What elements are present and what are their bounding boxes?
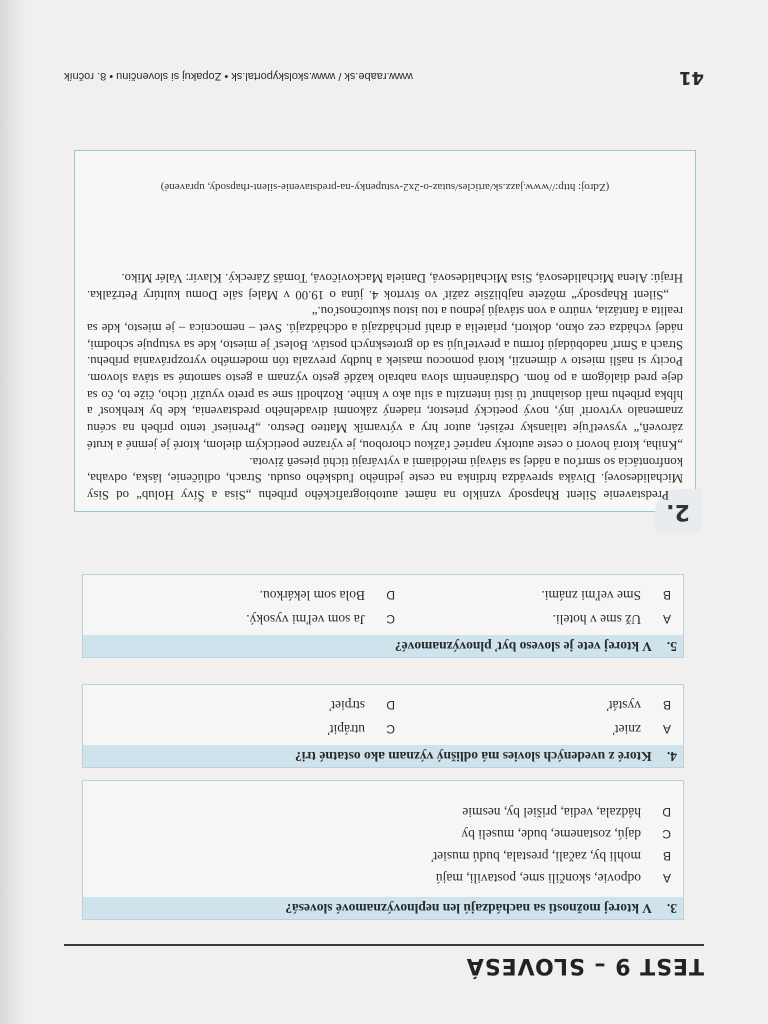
footer-url: www.raabe.sk / www.skolskyportal.sk • Zopakuj si slovenčinu • 8. ročník	[64, 70, 413, 82]
article-badge: 2.	[655, 489, 701, 533]
option-letter: C	[386, 612, 395, 626]
option-c[interactable]	[246, 611, 395, 627]
option-letter: B	[662, 849, 671, 863]
option-text: odpovie, skončili sme, postavili, majú	[435, 871, 641, 886]
option-d[interactable]	[83, 801, 683, 823]
option-text: dajú, zostaneme, bude, museli by	[461, 827, 641, 842]
option-text: Už sme v hoteli.	[552, 612, 641, 627]
article-source: (Zdroj: http://www.jazz.sk/articles/sutaz-o-2x2-vstupenky-na-predstavenie-silent-rhapsody, upravené)	[160, 181, 610, 193]
option-letter: D	[386, 588, 395, 602]
option-text: Ja som veľmi vysoký.	[246, 612, 365, 627]
option-text: vystáť	[606, 698, 641, 713]
option-letter: C	[662, 827, 671, 841]
page-footer	[64, 60, 704, 90]
test-header	[64, 944, 704, 984]
option-a[interactable]	[83, 867, 683, 889]
option-b[interactable]	[83, 845, 683, 867]
question-stem: V ktorej možnosti sa nachádzajú len neplnovýznamové slovesá?	[285, 901, 652, 916]
option-letter: C	[386, 722, 395, 736]
option-letter: D	[386, 698, 395, 712]
page-number: 41	[678, 67, 704, 88]
option-c[interactable]	[83, 823, 683, 845]
option-letter: A	[662, 722, 671, 736]
question-stem: V ktorej vete je sloveso byť plnovýznamové?	[394, 639, 652, 654]
article-paragraph: „Silent Rhapsody“ môžete najbližšie zažiť vo štvrtok 4. júna o 19.00 v Malej sále Domu kultúry Petržalka. Hrajú: Alena Michalidesová, Sisa Michalidesová, Daniela Mackovičová, Tomáš Zárecký. Klavír: Valér Miko.	[87, 270, 683, 302]
option-text: Sme veľmi známi.	[541, 588, 641, 603]
option-letter: A	[662, 612, 671, 626]
option-text: Bola som lekárkou.	[259, 588, 365, 603]
question-3	[82, 780, 684, 920]
option-text: mohli by, začali, prestala, budú musieť	[431, 849, 641, 864]
option-a[interactable]	[613, 721, 671, 737]
option-letter: B	[662, 698, 671, 712]
article-paragraph: „Kniha, ktorá hovorí o ceste autorky naprieč ťažkou chorobou, je výrazne poetickým dielom, ktoré je jemné a kruté zároveň,“ vysvetľuje taliansky režisér, autor hry a výtvarník Matteo Destro. „Preniesť tento príbeh na scénu znamenalo vytvoriť iný, nový poetický priestor, riadený zákonmi divadelného predstavenia, kde by krehkosť a hĺbka príbehu mali dosiahnuť tú istú intenzitu a silu ako v knihe. Rozhodli sme sa preto využiť ticho, čiže to, čo sa deje pred dialógom a po ňom. Odstránením slova nabralo každé gesto význam a gesto samotné sa stáva slovom. Pocity si našli miesto v dimenzii, ktorá pomocou masiek a hudby prevzala tón moderného vyrozprávania príbehu. Strach a Smrť nadobúdajú formu a prevteľujú sa do grotesknych postáv. Bolesť je miesto, kde sa vstupuje schodmi, nádej vchádza cez okno, doktori, priatelia a drahí prichádzajú a odchádzajú. Svet – nemocnica – je miesto, kde sa realita a fantázia, vnútro a von stávajú jednou a tou istou skutočnosťou.“	[87, 304, 683, 452]
option-d[interactable]	[329, 697, 395, 713]
option-b[interactable]	[607, 697, 671, 713]
article-body	[87, 269, 683, 503]
question-number: 4.	[666, 749, 677, 764]
article-box	[74, 150, 696, 524]
option-text: znieť	[612, 722, 641, 737]
option-a[interactable]	[553, 611, 671, 627]
question-number: 5.	[666, 639, 677, 654]
question-4-header	[83, 745, 683, 767]
question-number: 3.	[666, 901, 677, 916]
option-letter: B	[662, 588, 671, 602]
option-text: strpieť	[329, 698, 365, 713]
question-4	[82, 684, 684, 768]
article-paragraph: Predstavenie Silent Rhapsody vzniklo na námet autobiografického príbehu „Sisa a Šívy Holub“ od Sisy Michalidesovej. Divákа sprevádza hrdinka na ceste jediného ľudského osudu. Strach, odlúčenie, láska, odvaha, konfrontácia so smrťou a nádej sa stávajú melódiami a vytvárajú tichú pieseň života.	[87, 454, 683, 502]
question-3-header	[83, 897, 683, 919]
option-letter: A	[662, 871, 671, 885]
test-title: TEST 9 – SLOVESÁ	[465, 953, 704, 978]
question-5	[82, 574, 684, 658]
option-text: utrápiť	[327, 722, 365, 737]
option-letter: D	[662, 805, 671, 819]
option-text: hádzala, vedia, prišiel by, nesmie	[462, 805, 641, 820]
option-c[interactable]	[328, 721, 395, 737]
option-b[interactable]	[541, 587, 671, 603]
question-5-header	[83, 635, 683, 657]
question-stem: Ktoré z uvedených slovies má odlišný význam ako ostatné tri?	[295, 749, 652, 764]
option-d[interactable]	[260, 587, 395, 603]
